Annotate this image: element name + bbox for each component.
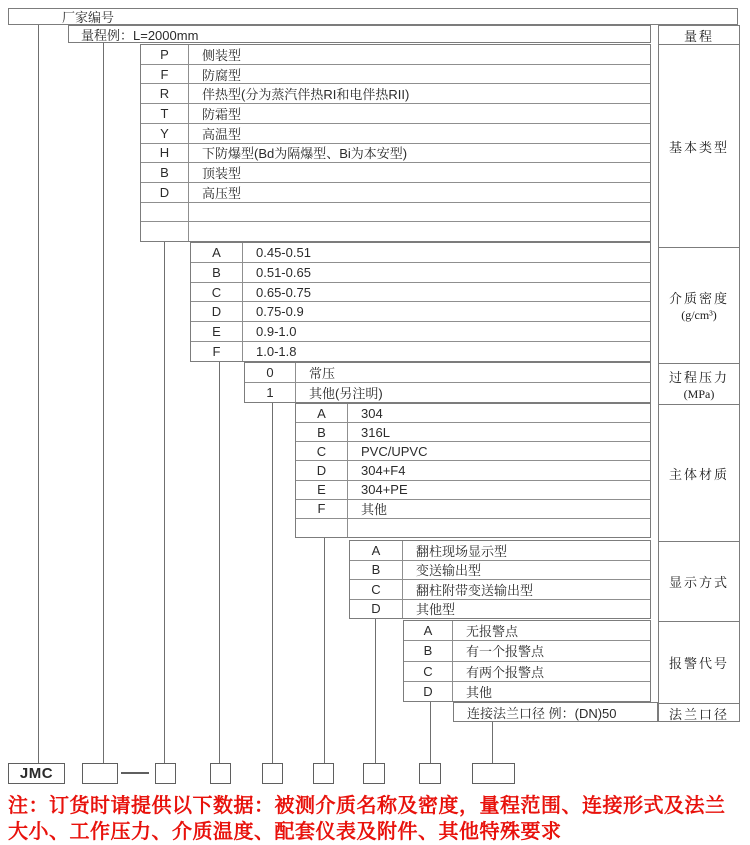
code-cell [141, 222, 189, 241]
category-label-display-mode: 显示方式 [659, 541, 739, 621]
connector-line-factory [38, 25, 39, 763]
desc-cell: 304+F4 [361, 462, 406, 478]
table-row [141, 182, 650, 202]
desc-cell: 无报警点 [466, 624, 519, 640]
desc-cell: 其他型 [416, 602, 456, 618]
desc-cell: 0.45-0.51 [256, 244, 311, 260]
table-row [296, 404, 650, 422]
code-cell: D [350, 600, 403, 619]
category-label-pressure: 过程压力 (MPa) [659, 363, 739, 404]
category-label-basic-type: 基本类型 [659, 44, 739, 247]
table-row [191, 243, 650, 262]
code-cell [296, 519, 348, 537]
table-row [296, 480, 650, 499]
density-table [190, 242, 651, 362]
pressure-table [244, 362, 651, 403]
connector-line-display [375, 619, 376, 763]
range-example-label: 量程例：L=2000mm [81, 27, 199, 43]
category-label-alarm-code: 报警代号 [659, 621, 739, 703]
category-label-material: 主体材质 [659, 404, 739, 541]
table-row [245, 363, 650, 382]
desc-cell: 其他 [361, 502, 388, 518]
code-box-material [313, 763, 334, 784]
table-row [296, 441, 650, 460]
range-example-box [68, 25, 651, 43]
table-row [191, 262, 650, 282]
code-cell: R [141, 84, 189, 103]
desc-cell: PVC/UPVC [361, 443, 428, 459]
separator-dash [121, 772, 149, 774]
desc-cell: 侧装型 [202, 47, 242, 63]
connector-line-range [103, 43, 104, 763]
category-label-range: 量程 [683, 28, 714, 44]
desc-cell: 防腐型 [202, 67, 242, 83]
table-row [141, 123, 650, 143]
desc-cell: 316L [361, 424, 390, 440]
desc-cell: 高温型 [202, 126, 242, 142]
code-cell: P [141, 45, 189, 64]
table-row [141, 64, 650, 84]
factory-number-box [8, 8, 738, 25]
desc-cell [348, 519, 650, 537]
connector-line-alarm [430, 702, 431, 763]
desc-cell: 翻柱现场显示型 [416, 543, 508, 559]
category-label-column [658, 25, 740, 722]
table-row [141, 143, 650, 163]
desc-cell: 304 [361, 405, 383, 421]
ordering-note-line1: 注：订货时请提供以下数据：被测介质名称及密度，量程范围、连接形式及法兰 [8, 795, 726, 817]
connector-line-basic [164, 242, 165, 763]
table-row [191, 282, 650, 302]
desc-cell: 其他(另注明) [309, 386, 383, 401]
pressure-unit-label: (MPa) [683, 386, 715, 401]
code-box-range [82, 763, 118, 784]
table-row [296, 460, 650, 479]
code-box-alarm-code [419, 763, 441, 784]
connector-line-density [219, 362, 220, 763]
category-label-flange-size: 法兰口径 [659, 703, 739, 723]
code-cell: C [296, 442, 348, 460]
factory-number-label: 厂家编号 [62, 10, 115, 25]
table-row [350, 560, 650, 580]
desc-cell: 下防爆型(Bd为隔爆型、Bi为本安型) [202, 146, 408, 162]
code-cell: T [141, 104, 189, 123]
desc-cell: 常压 [309, 366, 336, 381]
density-unit-label: (g/cm³) [681, 308, 717, 322]
flange-size-label: 连接法兰口径 例：(DN)50 [467, 705, 617, 721]
ordering-note-line2: 大小、工作压力、介质温度、配套仪表及附件、其他特殊要求 [8, 821, 562, 843]
connector-line-material [324, 538, 325, 763]
desc-cell: 高压型 [202, 185, 242, 201]
code-cell: H [141, 144, 189, 163]
table-row [350, 541, 650, 560]
code-cell [141, 203, 189, 222]
code-cell: A [404, 621, 453, 640]
code-cell: A [350, 541, 403, 560]
table-row [404, 661, 650, 681]
category-label-density: 介质密度 (g/cm³) [659, 247, 739, 363]
flange-size-row [453, 702, 658, 722]
table-row [296, 422, 650, 441]
code-box-flange-size [472, 763, 515, 784]
code-box-display-mode [363, 763, 385, 784]
desc-cell: 0.51-0.65 [256, 264, 311, 280]
code-cell: A [191, 243, 243, 262]
code-box-pressure [262, 763, 283, 784]
desc-cell: 防霜型 [202, 106, 242, 122]
code-cell: F [191, 342, 243, 361]
desc-cell [189, 222, 650, 241]
material-table [295, 403, 651, 538]
code-cell: D [141, 183, 189, 202]
code-cell: A [296, 404, 348, 422]
connector-line-pressure [272, 403, 273, 763]
desc-cell: 翻柱附带变送输出型 [416, 582, 534, 598]
basic-type-table [140, 44, 651, 242]
table-row [141, 45, 650, 64]
code-cell: 0 [245, 363, 296, 382]
code-cell: E [296, 481, 348, 499]
connector-line-flange [492, 722, 493, 763]
model-prefix-label: JMC [19, 765, 54, 782]
desc-cell: 1.0-1.8 [256, 344, 297, 360]
code-box-density [210, 763, 231, 784]
code-cell: B [141, 163, 189, 182]
desc-cell: 顶装型 [202, 166, 242, 182]
table-row [141, 202, 650, 222]
code-cell: Y [141, 124, 189, 143]
display-mode-table [349, 540, 651, 619]
table-row [141, 103, 650, 123]
desc-cell: 有一个报警点 [466, 644, 545, 660]
table-row [404, 681, 650, 701]
code-cell: 1 [245, 383, 296, 402]
model-prefix-box [8, 763, 65, 784]
desc-cell [189, 203, 650, 222]
table-row [350, 579, 650, 599]
code-cell: D [191, 302, 243, 321]
table-row [191, 341, 650, 361]
code-cell: F [141, 65, 189, 84]
alarm-code-table [403, 620, 651, 702]
code-cell: F [296, 500, 348, 518]
code-cell: B [296, 423, 348, 441]
code-cell: C [404, 662, 453, 681]
code-cell: E [191, 322, 243, 341]
code-cell: D [404, 682, 453, 701]
table-row [191, 321, 650, 341]
code-cell: D [296, 461, 348, 479]
desc-cell: 304+PE [361, 482, 408, 498]
desc-cell: 变送输出型 [416, 563, 482, 579]
table-row [404, 621, 650, 640]
desc-cell: 其他 [466, 684, 493, 700]
table-row [296, 518, 650, 537]
desc-cell: 0.75-0.9 [256, 304, 304, 320]
ordering-note [8, 793, 746, 845]
table-row [350, 599, 650, 619]
desc-cell: 有两个报警点 [466, 664, 545, 680]
code-cell: C [350, 580, 403, 599]
table-row [141, 162, 650, 182]
desc-cell: 0.65-0.75 [256, 284, 311, 300]
table-row [141, 221, 650, 241]
table-row [245, 382, 650, 402]
code-cell: B [191, 263, 243, 282]
code-cell: B [404, 641, 453, 660]
desc-cell: 伴热型(分为蒸汽伴热RI和电伴热RII) [202, 87, 410, 103]
table-row [141, 83, 650, 103]
table-row [191, 301, 650, 321]
code-cell: B [350, 561, 403, 580]
code-box-basic-type [155, 763, 176, 784]
table-row [296, 499, 650, 518]
code-cell: C [191, 283, 243, 302]
table-row [404, 640, 650, 660]
desc-cell: 0.9-1.0 [256, 324, 297, 340]
